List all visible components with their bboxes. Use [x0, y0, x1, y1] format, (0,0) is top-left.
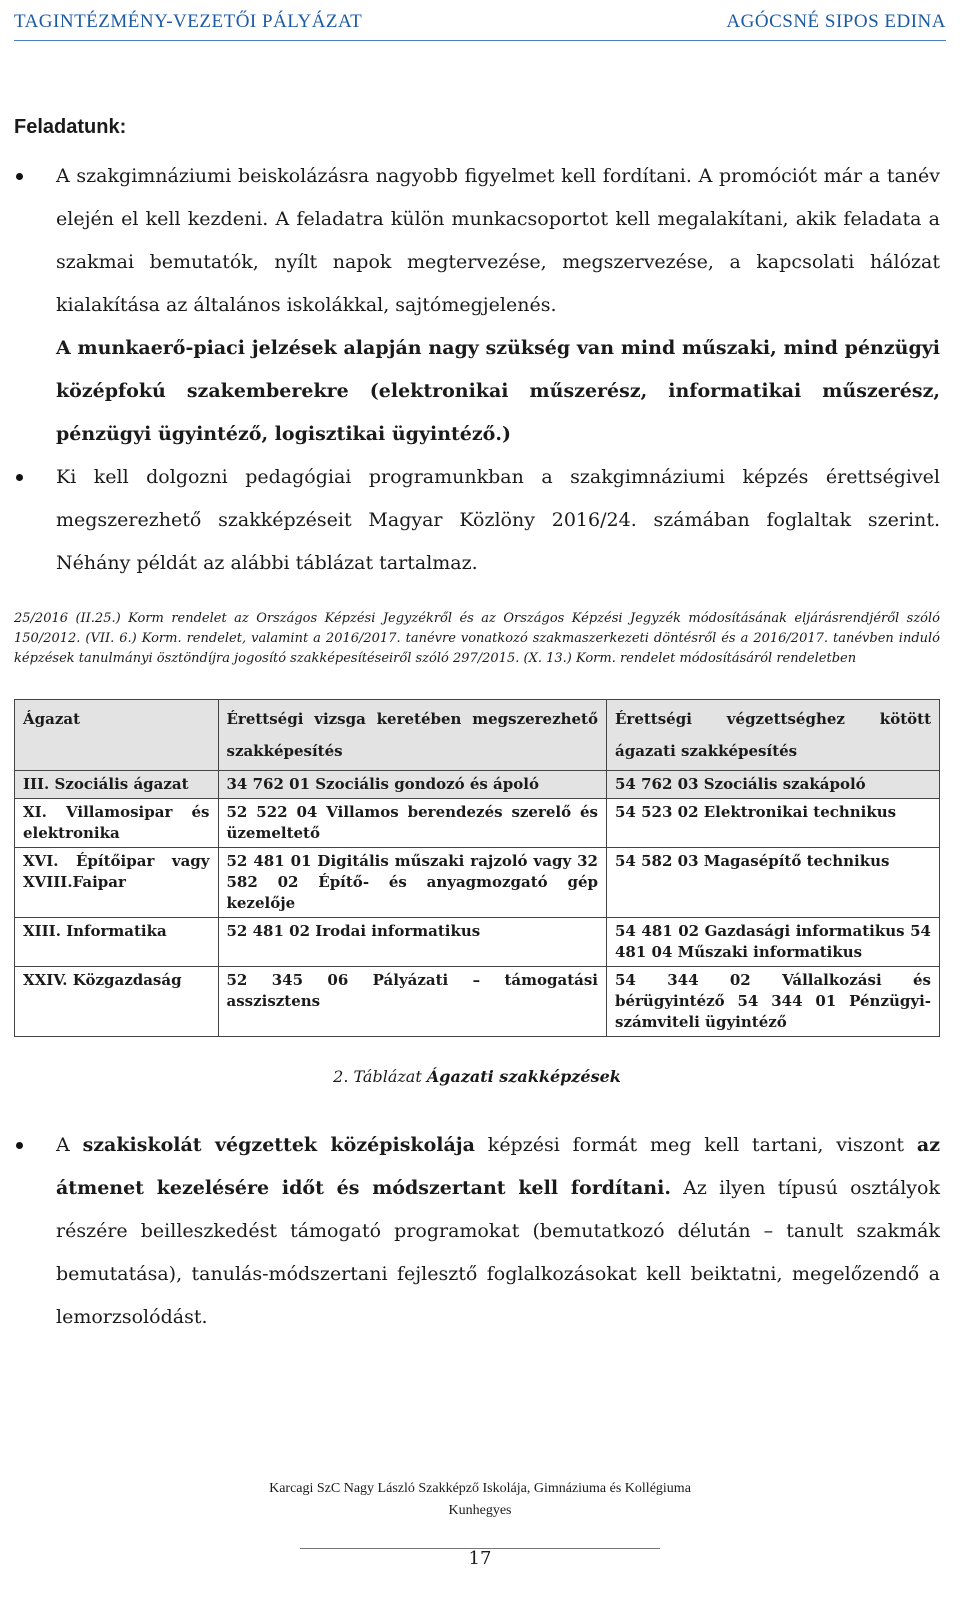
- table-row: [15, 799, 940, 848]
- table-header-cell: Érettségi végzettséghez kötött ágazati szakképesítés: [607, 700, 940, 771]
- table-cell: 52 522 04 Villamos berendezés szerelő és üzemeltető: [218, 799, 607, 848]
- table-cell: III. Szociális ágazat: [15, 771, 219, 799]
- bullet-dot-icon: [16, 1142, 23, 1149]
- bullet-list: [14, 155, 940, 585]
- table-cell: 54 481 02 Gazdasági informatikus 54 481 04 Műszaki informatikus: [607, 918, 940, 967]
- table-row: [15, 771, 940, 799]
- table-cell: 52 481 02 Irodai informatikus: [218, 918, 607, 967]
- bullet-item-program: [14, 456, 940, 585]
- table-cell: XI. Villamosipar és elektronika: [15, 799, 219, 848]
- bullet-list-2: [14, 1124, 940, 1339]
- header-left: TAGINTÉZMÉNY-VEZETŐI PÁLYÁZAT: [14, 11, 363, 32]
- page-content: [14, 116, 940, 1339]
- bullet-item-promotion: [14, 155, 940, 456]
- table-cell: XIII. Informatika: [15, 918, 219, 967]
- table-cell: 54 523 02 Elektronikai technikus: [607, 799, 940, 848]
- table-caption: [14, 1067, 940, 1086]
- table-cell: 34 762 01 Szociális gondozó és ápoló: [218, 771, 607, 799]
- table-row: [15, 848, 940, 918]
- table-row: [15, 918, 940, 967]
- caption-prefix: 2. Táblázat: [333, 1067, 427, 1086]
- page-footer: [0, 1478, 960, 1522]
- footer-line1: Karcagi SzC Nagy László Szakképző Iskolája, Gimnáziuma és Kollégiuma: [269, 1481, 691, 1496]
- table-header-row: [15, 700, 940, 771]
- text-span: Az ilyen típusú osztályok részére beilleszkedést támogató programokat (bemutatkozó délután – tanult szakmák bemutatása), tanulás-módszertani fejlesztő foglalkozásokat kell beiktatni, megelőzendő a lemorzsolódást.: [56, 1177, 940, 1328]
- text-span: A: [56, 1134, 83, 1156]
- table-cell: 54 344 02 Vállalkozási és bérügyintéző 54 344 01 Pénzügyi-számviteli ügyintéző: [607, 967, 940, 1037]
- legal-note: 25/2016 (II.25.) Korm rendelet az Országos Képzési Jegyzékről és az Országos Képzési Jegyzék módosításának eljárásrendjéről szóló 150/2012. (VII. 6.) Korm. rendelet, valamint a 2016/2017. tanévre vonatkozó szakmaszerkezeti döntésről és a 2016/2017. tanévben induló képzések tanulmányi ösztöndíjra jogosító szakképesítéseiről szóló 297/2015. (X. 13.) Korm. rendelet módosításáról rendeletben: [14, 611, 940, 666]
- caption-title: Ágazati szakképzések: [426, 1067, 621, 1086]
- table-cell: XVI. Építőipar vagy XVIII.Faipar: [15, 848, 219, 918]
- table-header-cell: Ágazat: [15, 700, 219, 771]
- table-cell: 52 345 06 Pályázati – támogatási asszisztens: [218, 967, 607, 1037]
- table-cell: XXIV. Közgazdaság: [15, 967, 219, 1037]
- table-cell: 52 481 01 Digitális műszaki rajzoló vagy 32 582 02 Építő- és anyagmozgató gép kezelője: [218, 848, 607, 918]
- qualification-table: [14, 699, 940, 1037]
- page-number: 17: [468, 1548, 492, 1569]
- bold-span: az átmenet kezelésére időt és módszertant kell fordítani.: [56, 1134, 941, 1199]
- section-title: Feladatunk:: [14, 116, 127, 138]
- header-right: AGÓCSNÉ SIPOS EDINA: [726, 11, 946, 32]
- bullet-text: A szakgimnáziumi beiskolázásra nagyobb figyelmet kell fordítani. A promóciót már a tanév elején el kell kezdeni. A feladatra külön munkacsoportot kell megalakítani, akik feladata a szakmai bemutatók, nyílt napok megtervezése, megszervezése, a kapcsolati hálózat kialakítása az általános iskolákkal, sajtómegjelenés.: [56, 165, 940, 316]
- bullet-dot-icon: [16, 474, 23, 481]
- bullet-dot-icon: [16, 173, 23, 180]
- bold-span: szakiskolát végzettek középiskolája: [82, 1134, 475, 1156]
- table-cell: 54 762 03 Szociális szakápoló: [607, 771, 940, 799]
- page-header: [14, 4, 946, 41]
- table-cell: 54 582 03 Magasépítő technikus: [607, 848, 940, 918]
- table-header-cell: Érettségi vizsga keretében megszerezhető szakképesítés: [218, 700, 607, 771]
- bullet-text: Ki kell dolgozni pedagógiai programunkban a szakgimnáziumi képzés érettségivel megszerezhető szakképzéseit Magyar Közlöny 2016/24. számában foglaltak szerint. Néhány példát az alábbi táblázat tartalmaz.: [56, 466, 940, 574]
- table-row: [15, 967, 940, 1037]
- text-span: képzési formát meg kell tartani, viszont: [474, 1134, 917, 1156]
- bullet-bold-paragraph: A munkaerő-piaci jelzések alapján nagy szükség van mind műszaki, mind pénzügyi középfokú szakemberekre (elektronikai műszerész, informatikai műszerész, pénzügyi ügyintéző, logisztikai ügyintéző.): [56, 337, 940, 445]
- bullet-item-transition: [14, 1124, 940, 1339]
- footer-line2: Kunhegyes: [448, 1503, 512, 1518]
